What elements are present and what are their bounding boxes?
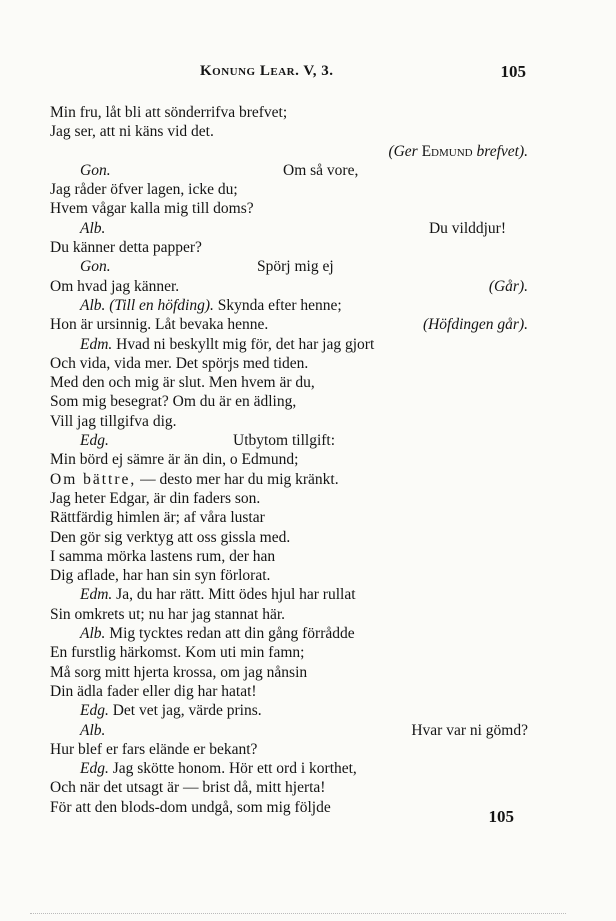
page-number-bottom: 105	[488, 807, 514, 826]
verse-text: Utbytom tillgift:	[233, 432, 336, 450]
verse-text: Spörj mig ej	[257, 258, 334, 276]
speech-line: Edg. Jag skötte honom. Hör ett ord i korthet,	[80, 760, 357, 778]
verse-line: Hon är ursinnig. Låt bevaka henne. (Höfdingen går).	[50, 316, 528, 334]
verse-line: Om hvad jag känner. (Går).	[50, 277, 528, 295]
verse-text: Om så vore,	[283, 161, 359, 179]
speech-line: Edm. Ja, du har rätt. Mitt ödes hjul har rullat	[80, 586, 356, 604]
verse-line: Med den och mig är slut. Men hvem är du,	[50, 374, 315, 392]
verse-line: I samma mörka lastens rum, der han	[50, 547, 276, 565]
speech-line: Alb. (Till en höfding). Skynda efter henne;	[80, 296, 342, 314]
verse-line: Och när det utsagt är — brist då, mitt hjerta!	[50, 779, 326, 797]
speaker-name: Alb.	[80, 219, 106, 237]
verse-line: För att den blods-dom undgå, som mig följde	[50, 798, 331, 816]
verse-line: Min börd ej sämre är än din, o Edmund;	[50, 451, 299, 469]
speech-line	[50, 721, 528, 740]
verse-line: Och vida, vida mer. Det spörjs med tiden.	[50, 354, 309, 372]
verse-line: Jag råder öfver lagen, icke du;	[50, 181, 238, 199]
page-edge-rule	[30, 913, 566, 914]
speech-line	[50, 219, 528, 238]
running-title: Konung Lear. V, 3.	[200, 63, 334, 79]
stage-direction: (Går).	[488, 277, 528, 295]
play-text	[50, 103, 528, 817]
verse-line: Du känner detta papper?	[50, 239, 202, 257]
speaker-name: Gon.	[80, 161, 111, 179]
speech-line: Alb. Mig tycktes redan att din gång förrådde	[80, 625, 355, 643]
stage-direction-line	[50, 142, 528, 161]
verse-line: Om bättre, — desto mer har du mig kränkt.	[50, 470, 339, 488]
verse-line: Jag ser, att ni käns vid det.	[50, 123, 214, 141]
speech-line: Edm. Hvad ni beskyllt mig för, det har jag gjort	[80, 335, 375, 353]
verse-line: En furstlig härkomst. Kom uti min famn;	[50, 644, 305, 662]
verse-line: Den gör sig verktyg att oss gissla med.	[50, 528, 291, 546]
verse-line: Hur blef er fars elände er bekant?	[50, 740, 258, 758]
page-header	[50, 62, 526, 84]
speech-line	[50, 257, 528, 276]
speaker-name: Edg.	[80, 432, 109, 450]
speaker-name: Edm.	[80, 586, 113, 604]
verse-line: Min fru, låt bli att sönderrifva brefvet;	[50, 104, 288, 121]
verse-text: Hvar var ni gömd?	[411, 721, 528, 739]
verse-line: Vill jag tillgifva dig.	[50, 412, 177, 430]
page-number-top: 105	[500, 62, 526, 81]
stage-direction: (Ger Edmund brefvet).	[388, 142, 528, 160]
character-name: Edmund	[421, 142, 473, 160]
speaker-name: Edm.	[80, 335, 113, 353]
verse-line: Rättfärdig himlen är; af våra lustar	[50, 509, 265, 527]
verse-line: Din ädla fader eller dig har hatat!	[50, 682, 257, 700]
verse-line: Dig aflade, har han sin syn förlorat.	[50, 567, 271, 585]
speaker-name: Alb. (Till en höfding).	[80, 296, 214, 314]
speaker-name: Alb.	[80, 721, 106, 739]
speaker-name: Alb.	[80, 625, 106, 643]
verse-text: Du vilddjur!	[428, 219, 506, 237]
speaker-name: Gon.	[80, 258, 111, 276]
verse-line: Må sorg mitt hjerta krossa, om jag nånsin	[50, 663, 308, 681]
verse-line: Jag heter Edgar, är din faders son.	[50, 489, 261, 507]
verse-line: Som mig besegrat? Om du är en ädling,	[50, 393, 297, 411]
speech-line	[50, 431, 528, 450]
speech-line	[50, 161, 528, 180]
verse-line: Hvem vågar kalla mig till doms?	[50, 200, 254, 218]
speaker-name: Edg.	[80, 760, 109, 778]
emphasized-text: Om bättre,	[50, 470, 137, 488]
verse-line: Sin omkrets ut; nu har jag stannat här.	[50, 605, 286, 623]
stage-direction: (Höfdingen går).	[422, 316, 528, 334]
speech-line: Edg. Det vet jag, värde prins.	[80, 702, 262, 720]
speaker-name: Edg.	[80, 702, 109, 720]
